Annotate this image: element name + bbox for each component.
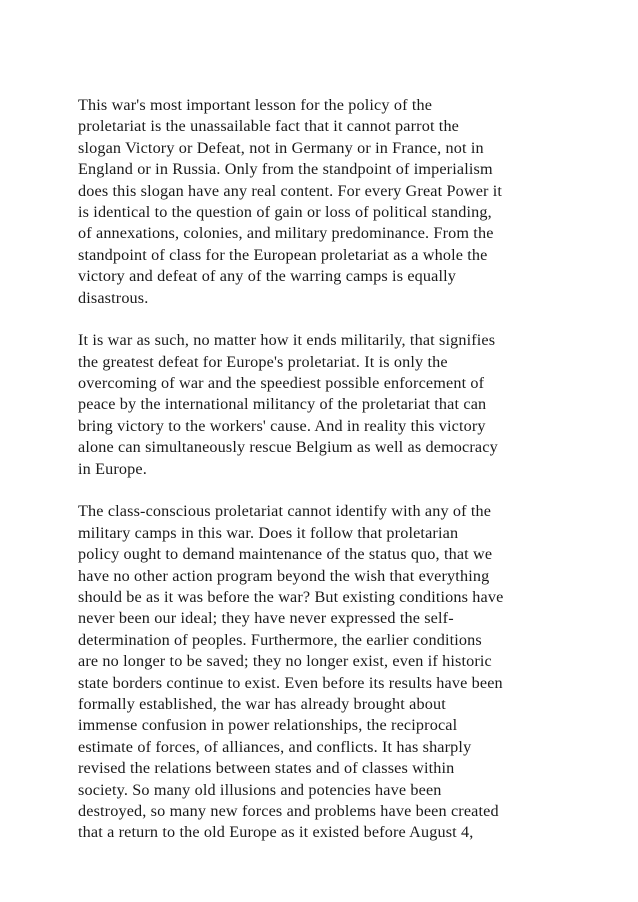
text-line: military camps in this war. Does it follow that proletarian <box>78 523 459 542</box>
text-line: policy ought to demand maintenance of the status quo, that we <box>78 545 493 564</box>
text-line: society. So many old illusions and potencies have been <box>78 780 442 799</box>
text-line: bring victory to the workers' cause. And in reality this victory <box>78 416 486 435</box>
paragraph-3 <box>78 501 578 843</box>
text-line: immense confusion in power relationships, the reciprocal <box>78 716 458 735</box>
text-line: never been our ideal; they have never expressed the self- <box>78 609 454 628</box>
text-line: have no other action program beyond the wish that everything <box>78 566 490 585</box>
text-line: destroyed, so many new forces and problems have been created <box>78 801 499 820</box>
text-line: formally established, the war has already brought about <box>78 694 446 713</box>
text-line: slogan Victory or Defeat, not in Germany or in France, not in <box>78 138 484 157</box>
text-line: of annexations, colonies, and military predominance. From the <box>78 224 494 243</box>
text-line: is identical to the question of gain or loss of political standing, <box>78 202 492 221</box>
text-line: disastrous. <box>78 288 149 307</box>
text-line: This war's most important lesson for the policy of the <box>78 96 433 114</box>
text-line: England or in Russia. Only from the standpoint of imperialism <box>78 160 493 179</box>
paragraph-1 <box>78 95 578 309</box>
text-line: revised the relations between states and of classes within <box>78 759 455 778</box>
paragraph-2 <box>78 330 578 480</box>
text-line: should be as it was before the war? But existing conditions have <box>78 587 504 606</box>
text-line: determination of peoples. Furthermore, the earlier conditions <box>78 630 482 649</box>
text-line: are no longer to be saved; they no longer exist, even if historic <box>78 652 492 671</box>
text-line: victory and defeat of any of the warring camps is equally <box>78 267 457 286</box>
text-line: alone can simultaneously rescue Belgium as well as democracy <box>78 438 498 457</box>
text-line: in Europe. <box>78 459 147 478</box>
text-line: overcoming of war and the speediest possible enforcement of <box>78 374 485 393</box>
text-line: peace by the international militancy of the proletariat that can <box>78 395 487 414</box>
text-line: proletariat is the unassailable fact that it cannot parrot the <box>78 117 460 136</box>
text-line: the greatest defeat for Europe's proletariat. It is only the <box>78 352 448 371</box>
text-line: does this slogan have any real content. For every Great Power it <box>78 181 503 200</box>
text-line: that a return to the old Europe as it existed before August 4, <box>78 823 474 842</box>
text-line: standpoint of class for the European proletariat as a whole the <box>78 245 488 264</box>
text-line: state borders continue to exist. Even before its results have been <box>78 673 503 692</box>
text-line: It is war as such, no matter how it ends militarily, that signifies <box>78 331 496 350</box>
text-line: The class-conscious proletariat cannot identify with any of the <box>78 502 492 521</box>
document-body <box>78 95 578 865</box>
text-line: estimate of forces, of alliances, and conflicts. It has sharply <box>78 737 472 756</box>
